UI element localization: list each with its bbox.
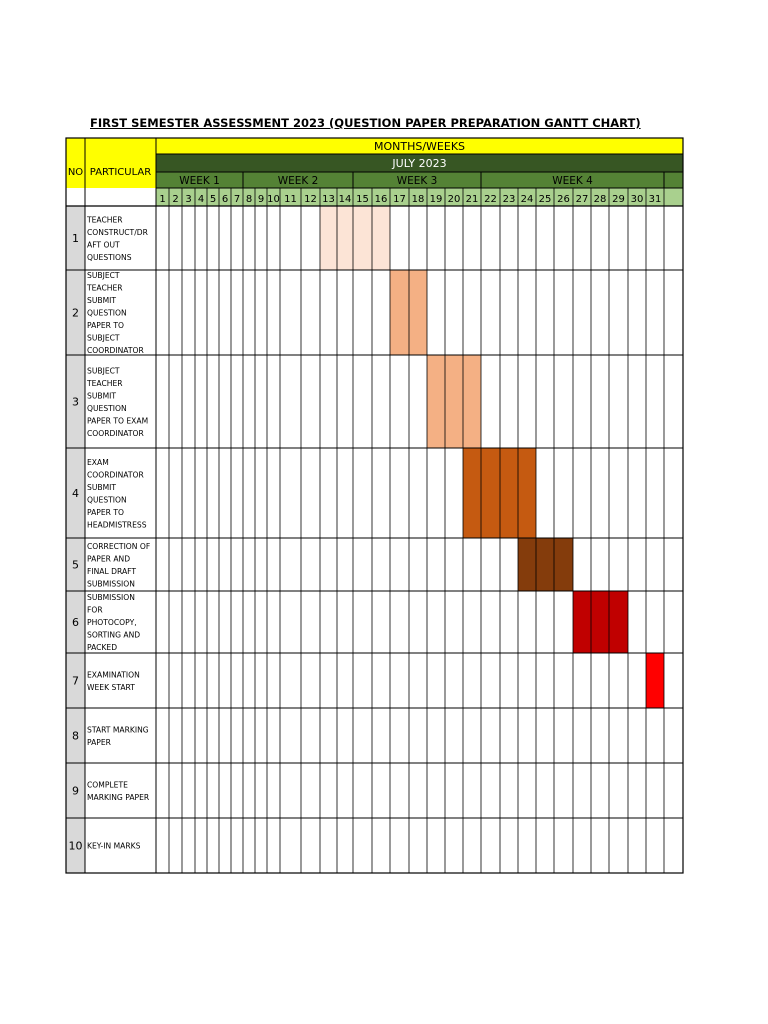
week-label: WEEK 4 [552, 175, 593, 187]
day-label: 1 [159, 194, 166, 205]
task-particular-line: START MARKING [87, 725, 149, 735]
day-label: 4 [197, 194, 205, 205]
task-particular-line: KEY-IN MARKS [87, 841, 141, 851]
task-particular-line: EXAMINATION [87, 670, 140, 680]
day-label: 22 [484, 194, 497, 205]
task-particular-line: PAPER [87, 737, 111, 747]
task-particular-line: WEEK START [87, 682, 135, 692]
day-label: 2 [172, 194, 179, 205]
task-no: 5 [72, 558, 79, 572]
task-particular-line: SUBMIT [87, 296, 117, 305]
task-no: 3 [72, 395, 79, 409]
week-label: WEEK 1 [179, 175, 220, 187]
task-particular-line: SUBJECT [87, 271, 120, 280]
task-particular-line: PAPER TO EXAM [87, 416, 149, 426]
task-particular-line: SUBMIT [87, 482, 117, 492]
no-header: NO [67, 167, 84, 178]
task-particular-line: FINAL DRAFT [87, 566, 137, 576]
task-particular-line: SUBJECT [87, 333, 120, 343]
task-particular-line: EXAM [87, 457, 109, 467]
task-particular-line: PAPER TO [87, 507, 124, 517]
task-particular-line: HEADMISTRESS [87, 520, 147, 530]
day-label: 23 [502, 194, 516, 205]
task-bar-7 [646, 653, 664, 708]
task-particular-line: TEACHER [87, 378, 123, 388]
day-label: 28 [593, 194, 607, 205]
task-no: 2 [72, 306, 79, 320]
day-label: 24 [520, 194, 534, 205]
day-label: 6 [221, 194, 229, 205]
day-label: 30 [630, 194, 644, 205]
task-particular-line: SUBJECT [87, 366, 120, 376]
day-label: 25 [538, 194, 552, 205]
week-label: WEEK 2 [277, 175, 319, 187]
day-label: 20 [447, 194, 461, 205]
day-label: 26 [557, 194, 570, 205]
task-bar-2 [390, 270, 427, 355]
months-weeks-label: MONTHS/WEEKS [373, 140, 466, 153]
task-particular-line: QUESTIONS [87, 252, 132, 262]
day-label: 17 [393, 194, 406, 205]
month-label: JULY 2023 [392, 157, 447, 170]
task-bar-4 [463, 448, 536, 538]
task-no: 7 [72, 674, 79, 688]
task-no: 9 [72, 784, 79, 798]
task-particular-line: PAPER AND [87, 554, 131, 564]
task-particular-line: SUBMISSION [87, 593, 135, 602]
day-label: 15 [356, 194, 369, 205]
task-particular-line: QUESTION [87, 495, 127, 505]
week-label: WEEK 3 [396, 175, 438, 187]
task-bar-5 [518, 538, 573, 591]
task-particular-line: COORDINATOR [87, 428, 144, 438]
day-label: 21 [465, 194, 479, 205]
task-no: 10 [68, 839, 83, 853]
task-bar-3 [427, 355, 481, 448]
day-label: 5 [209, 194, 217, 205]
task-particular-line: PAPER TO [87, 321, 124, 330]
header-left-bg [66, 138, 156, 188]
day-label: 10 [267, 194, 280, 205]
task-particular-line: SORTING AND [87, 630, 141, 640]
page-title: FIRST SEMESTER ASSESSMENT 2023 (QUESTION PAPER PREPARATION GANTT CHART) [90, 116, 641, 130]
day-label: 29 [612, 194, 625, 205]
task-particular-line: AFT OUT [87, 240, 120, 250]
day-label: 14 [338, 194, 352, 205]
task-no: 1 [72, 232, 79, 245]
task-particular-line: FOR [87, 605, 103, 615]
task-particular-line: MARKING PAPER [87, 792, 150, 802]
day-label: 9 [257, 194, 265, 205]
day-label: 7 [233, 194, 241, 205]
day-label: 3 [185, 194, 192, 205]
task-particular-line: PHOTOCOPY, [87, 618, 137, 627]
task-no: 6 [72, 616, 79, 629]
day-label: 8 [245, 194, 253, 205]
day-label: 18 [411, 194, 425, 205]
task-no: 4 [72, 487, 79, 500]
task-particular-line: SUBMISSION [87, 579, 135, 589]
task-particular-line: TEACHER [87, 283, 123, 293]
task-bar-1 [320, 206, 390, 270]
day-label: 27 [575, 194, 589, 205]
task-particular-line: CORRECTION OF [87, 541, 151, 551]
task-bar-6 [573, 591, 628, 653]
task-particular-line: SUBMIT [87, 391, 117, 401]
task-particular-line: QUESTION [87, 308, 127, 318]
day-label: 16 [374, 194, 388, 205]
day-label: 11 [284, 194, 297, 205]
task-particular-line: TEACHER [87, 215, 123, 225]
task-particular-line: COORDINATOR [87, 346, 144, 355]
task-particular-line: COORDINATOR [87, 470, 144, 480]
task-no: 8 [72, 729, 79, 743]
task-particular-line: QUESTION [87, 403, 127, 413]
day-label: 31 [648, 194, 662, 205]
task-particular-line: PACKED [87, 643, 118, 652]
day-label: 12 [304, 194, 317, 205]
day-label: 19 [429, 194, 443, 205]
day-label: 13 [322, 194, 335, 205]
task-particular-line: CONSTRUCT/DR [87, 227, 148, 237]
task-particular-line: COMPLETE [87, 780, 128, 790]
particular-header: PARTICULAR [89, 167, 152, 178]
